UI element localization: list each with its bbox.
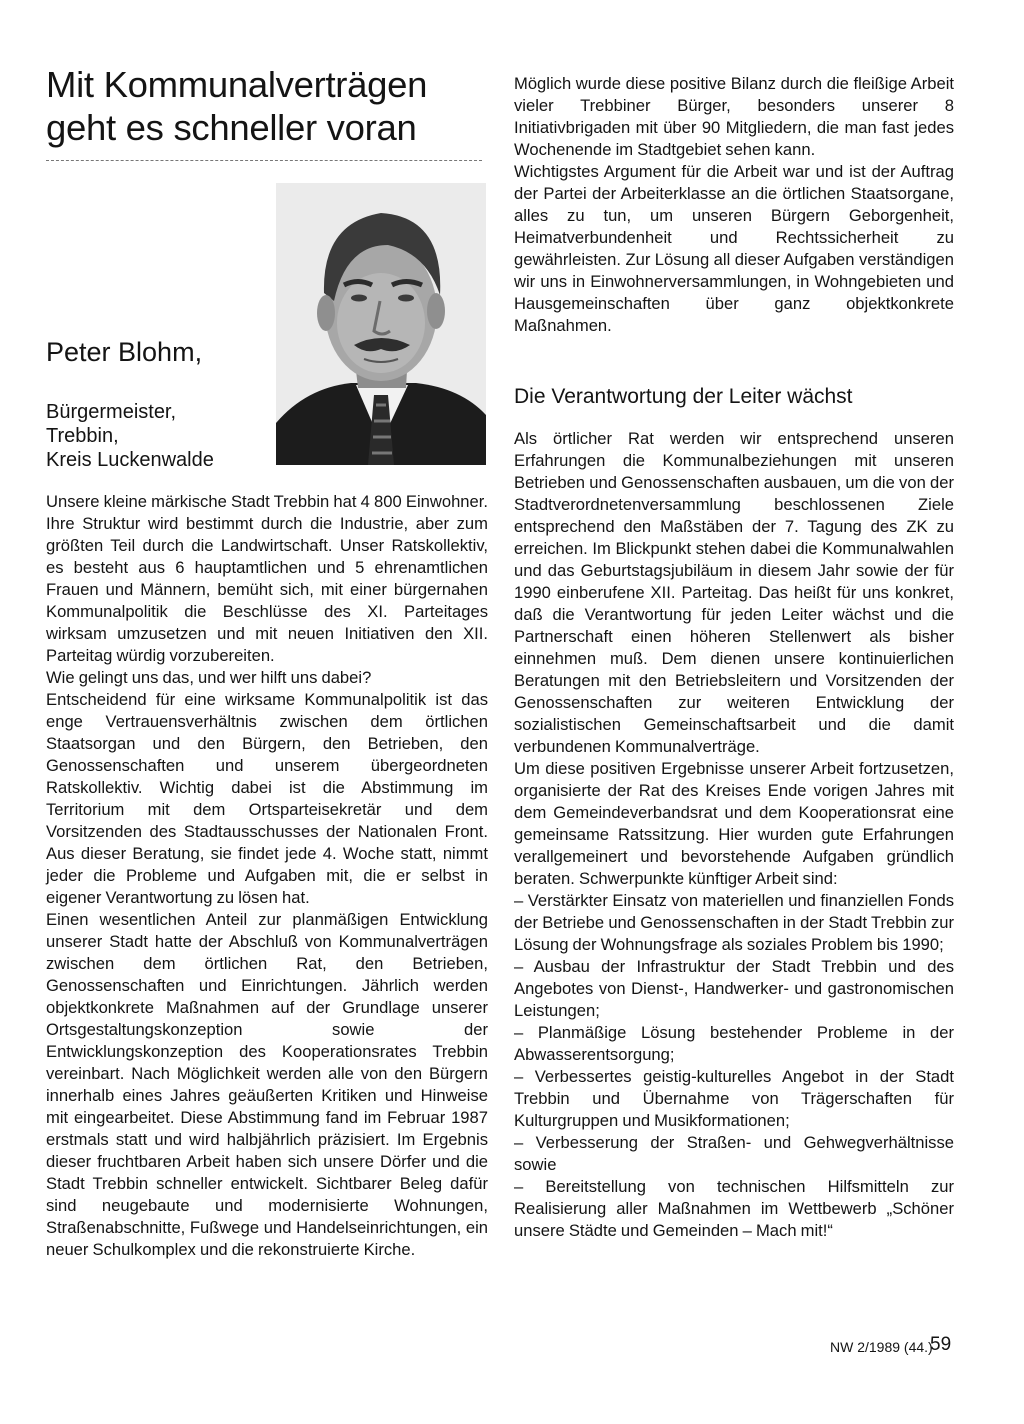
bullet-item: – Bereitstellung von technischen Hilfsmitteln zur Realisierung aller Maßnahmen im Wettbewerb „Schöner unsere Städte und Gemeinden – Mach mit!“	[514, 1177, 954, 1240]
body-paragraph: Möglich wurde diese positive Bilanz durch die fleißige Arbeit vieler Trebbiner Bürger, besonders unserer 8 Initiativbrigaden mit über 90 Mitgliedern, die man fast jedes Wochenende im Stadtgebiet sehen kann.	[514, 74, 954, 159]
body-paragraph: Unsere kleine märkische Stadt Trebbin hat 4 800 Einwohner. Ihre Struktur wird bestimmt durch die Industrie, aber zum größten Teil durch die Landwirtschaft. Unser Ratskollektiv, es besteht aus 6 hauptamtlichen und 5 ehrenamtlichen Frauen und Männern, bemüht sich, mit einer bürgernahen Kommunalpolitik die Beschlüsse des XI. Parteitages wirksam umzusetzen und mit neuen Initiativen den XII. Parteitag würdig vorzubereiten.	[46, 492, 488, 665]
body-paragraph: Entscheidend für eine wirksame Kommunalpolitik ist das enge Vertrauensverhältnis zwischen dem örtlichen Staatsorgan und den Bürgern, den Betrieben, den Genossenschaften und unserem übergeordneten Ratskollektiv. Wichtig dabei ist die Abstimmung im Territorium mit dem Ortsparteisekretär und dem Vorsitzenden des Stadtausschusses der Nationalen Front. Aus dieser Beratung, sie findet jede 4. Woche statt, nimmt jeder die Probleme und Aufgaben mit, die er selbst in eigener Verantwortung zu lösen hat.	[46, 690, 488, 907]
headline-line-2: geht es schneller voran	[46, 107, 417, 148]
body-paragraph: Einen wesentlichen Anteil zur planmäßigen Entwicklung unserer Stadt hatte der Abschluß von Kommunalverträgen zwischen dem örtlichen Rat, den Betrieben, Genossenschaften und Einrichtungen. Jährlich werden objektkonkrete Maßnahmen auf der Grundlage unserer Ortsgestaltungskonzeption sowie der Entwicklungskonzeption des Kooperationsrates Trebbin vereinbart. Nach Möglichkeit werden alle von den Bürgern innerhalb eines Jahres geäußerten Kritiken und Hinweise mit eingearbeitet. Diese Abstimmung fand im Februar 1987 erstmals statt und wird halbjährlich präzisiert. Im Ergebnis dieser fruchtbaren Arbeit haben sich unsere Dörfer und die Stadt Trebbin schneller entwickelt. Sichtbarer Beleg dafür sind neugebaute und modernisierte Wohnungen, Straßenabschnitte, Fußwege und Handelseinrichtungen, ein neuer Schulkomplex und die rekonstruierte Kirche.	[46, 910, 488, 1259]
author-role-line: Kreis Luckenwalde	[46, 449, 214, 471]
author-role-line: Bürgermeister,	[46, 401, 177, 423]
right-text-column-top	[514, 73, 954, 337]
headline-divider	[46, 160, 482, 161]
author-name: Peter Blohm,	[46, 337, 203, 367]
body-paragraph: Wie gelingt uns das, und wer hilft uns dabei?	[46, 668, 372, 687]
body-paragraph: Als örtlicher Rat werden wir entsprechend unseren Erfahrungen die Kommunalbeziehungen mit unseren Betrieben und Genossenschaften ausbauen, um die von der Stadtverordnetenversammlung beschlossenen Ziele entsprechend den Maßstäben der 7. Tagung des ZK zu erreichen. Im Blickpunkt stehen dabei die Kommunalwahlen und das Geburtstagsjubiläum in diesem Jahr sowie der für 1990 einberufene XII. Parteitag. Das heißt für uns konkret, daß die Verantwortung für jeden Leiter wächst und die Partnerschaft einen höheren Stellenwert als bisher einnehmen muß. Dem dienen unsere kontinuierlichen Beratungen mit den Betriebsleitern und Vorsitzenden der Genossenschaften zur weiteren Entwicklung der sozialistischen Gemeinschaftsarbeit und die damit verbundenen Kommunalverträge.	[514, 429, 954, 756]
body-paragraph: Wichtigstes Argument für die Arbeit war und ist der Auftrag der Partei der Arbeiterklasse an die örtlichen Staatsorgane, alles zu tun, um unseren Bürgern Geborgenheit, Heimatverbundenheit und Rechtssicherheit zu gewährleisten. Zur Lösung all dieser Aufgaben verständigen wir uns in Einwohnerversammlungen, in Wohngebieten und Hausgemeinschaften über ganz objektkonkrete Maßnahmen.	[514, 162, 954, 335]
author-role	[46, 400, 266, 472]
left-text-column	[46, 491, 488, 1261]
article-headline	[46, 63, 476, 149]
headline-line-1: Mit Kommunalverträgen	[46, 64, 428, 105]
author-role-line: Trebbin,	[46, 425, 119, 447]
portrait-illustration	[276, 183, 486, 465]
bullet-item: – Verbesserung der Straßen- und Gehwegverhältnisse sowie	[514, 1133, 954, 1174]
right-text-column-bottom	[514, 428, 954, 1242]
body-paragraph: Um diese positiven Ergebnisse unserer Arbeit fortzusetzen, organisierte der Rat des Kreises Ende vorigen Jahres mit dem Gemeindeverbandsrat und dem Kooperationsrat eine gemeinsame Ratssitzung. Hier wurden gute Erfahrungen verallgemeinert und bevorstehende Aufgaben gründlich beraten. Schwerpunkte künftiger Arbeit sind:	[514, 759, 954, 888]
bullet-item: – Ausbau der Infrastruktur der Stadt Trebbin und des Angebotes von Dienst-, Handwerker- und gastronomischen Leistungen;	[514, 957, 954, 1020]
bullet-item: – Verstärkter Einsatz von materiellen und finanziellen Fonds der Betriebe und Genossenschaften in der Stadt Trebbin zur Lösung der Wohnungsfrage als soziales Problem bis 1990;	[514, 891, 954, 954]
page-number: 59	[930, 1334, 952, 1355]
author-portrait-photo	[276, 183, 486, 465]
issue-reference: NW 2/1989 (44.)	[830, 1339, 933, 1355]
bullet-item: – Verbessertes geistig-kulturelles Angebot in der Stadt Trebbin und Übernahme von Trägerschaften für Kulturgruppen und Musikformationen;	[514, 1067, 954, 1130]
section-subheading: Die Verantwortung der Leiter wächst	[514, 385, 853, 408]
bullet-item: – Planmäßige Lösung bestehender Probleme in der Abwasserentsorgung;	[514, 1023, 954, 1064]
